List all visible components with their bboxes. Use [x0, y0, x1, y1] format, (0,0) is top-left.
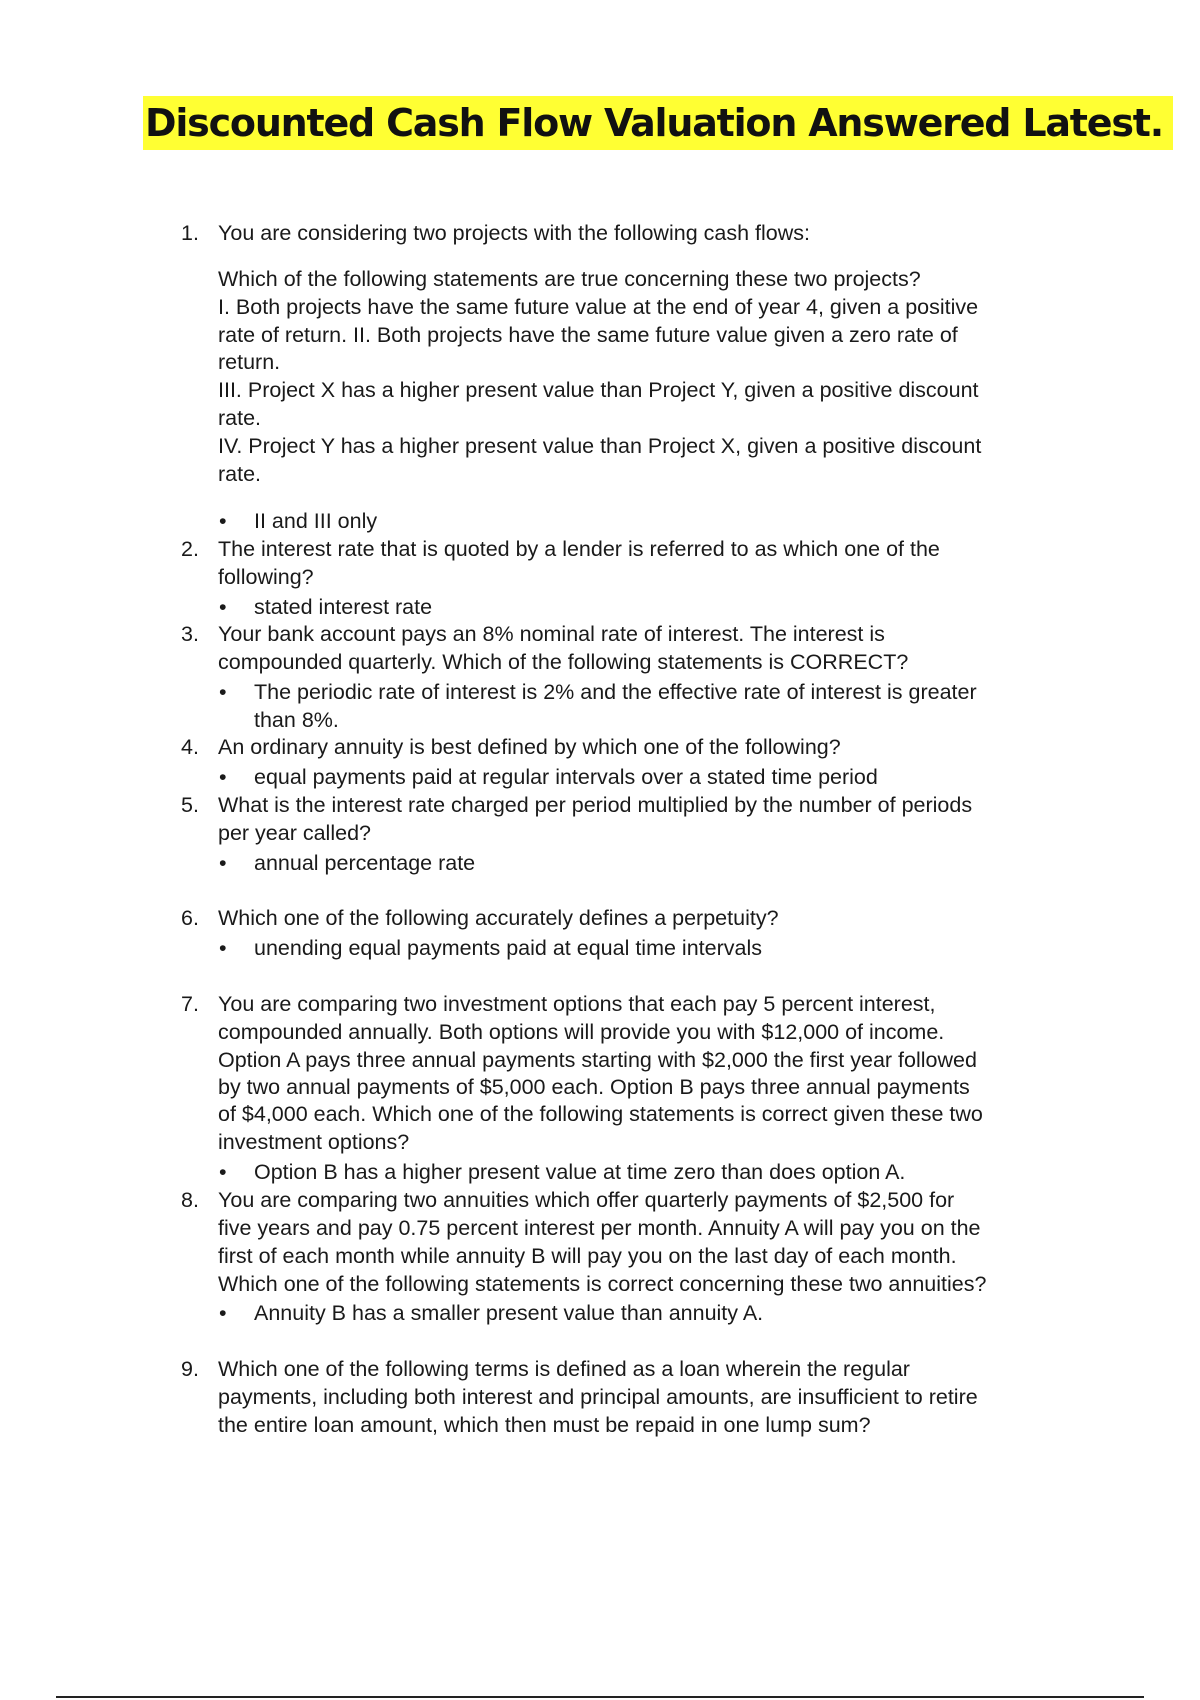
question-detail: rate.	[218, 406, 262, 430]
answer-bullet: •	[219, 936, 227, 960]
question-detail: Which of the following statements are true concerning these two projects?	[218, 267, 921, 291]
answer-text: annual percentage rate	[254, 851, 476, 875]
question-text: five years and pay 0.75 percent interest per month. Annuity A will pay you on the	[218, 1216, 981, 1240]
answer-bullet: •	[219, 680, 227, 704]
question-detail: IV. Project Y has a higher present value than Project X, given a positive discount	[218, 434, 982, 458]
answer-text: Annuity B has a smaller present value than annuity A.	[254, 1301, 764, 1325]
question-text: compounded annually. Both options will provide you with $12,000 of income.	[218, 1020, 945, 1044]
question-detail: I. Both projects have the same future value at the end of year 4, given a positive	[218, 295, 979, 319]
question-number: 8.	[181, 1188, 199, 1212]
question-text: Which one of the following accurately defines a perpetuity?	[218, 906, 779, 930]
question-detail: III. Project X has a higher present value than Project Y, given a positive discount	[218, 378, 979, 402]
question-text: Which one of the following terms is defined as a loan wherein the regular	[218, 1357, 910, 1381]
question-detail: rate.	[218, 462, 262, 486]
question-text: of $4,000 each. Which one of the following statements is correct given these two	[218, 1102, 983, 1126]
question-text: compounded quarterly. Which of the following statements is CORRECT?	[218, 650, 909, 674]
answer-text: equal payments paid at regular intervals over a stated time period	[254, 765, 878, 789]
question-number: 4.	[181, 735, 199, 759]
answer-bullet: •	[219, 1301, 227, 1325]
answer-bullet: •	[219, 509, 227, 533]
question-text: The interest rate that is quoted by a lender is referred to as which one of the	[218, 537, 940, 561]
question-number: 7.	[181, 992, 199, 1016]
answer-text: unending equal payments paid at equal time intervals	[254, 936, 762, 960]
question-text: payments, including both interest and principal amounts, are insufficient to retire	[218, 1385, 978, 1409]
question-number: 5.	[181, 793, 199, 817]
question-text: Option A pays three annual payments starting with $2,000 the first year followed	[218, 1048, 977, 1072]
footer-divider	[56, 1696, 1144, 1698]
question-text: You are considering two projects with the following cash flows:	[218, 221, 810, 245]
answer-bullet: •	[219, 1160, 227, 1184]
question-number: 6.	[181, 906, 199, 930]
question-number: 1.	[181, 221, 199, 245]
question-text: An ordinary annuity is best defined by which one of the following?	[218, 735, 841, 759]
question-text: the entire loan amount, which then must be repaid in one lump sum?	[218, 1413, 871, 1437]
question-text: Which one of the following statements is correct concerning these two annuities?	[218, 1272, 987, 1296]
question-text: Your bank account pays an 8% nominal rate of interest. The interest is	[218, 622, 885, 646]
answer-bullet: •	[219, 851, 227, 875]
answer-text: stated interest rate	[254, 595, 433, 619]
question-text: first of each month while annuity B will pay you on the last day of each month.	[218, 1244, 957, 1268]
question-text: What is the interest rate charged per period multiplied by the number of periods	[218, 793, 973, 817]
answer-text: than 8%.	[254, 708, 339, 732]
answer-text: Option B has a higher present value at time zero than does option A.	[254, 1160, 906, 1184]
question-text: per year called?	[218, 821, 371, 845]
answer-bullet: •	[219, 765, 227, 789]
question-detail: rate of return. II. Both projects have the same future value given a zero rate of	[218, 323, 958, 347]
question-number: 9.	[181, 1357, 199, 1381]
question-text: You are comparing two investment options that each pay 5 percent interest,	[218, 992, 936, 1016]
question-detail: return.	[218, 350, 281, 374]
answer-text: The periodic rate of interest is 2% and the effective rate of interest is greater	[254, 680, 977, 704]
answer-text: II and III only	[254, 509, 378, 533]
answer-bullet: •	[219, 595, 227, 619]
question-text: You are comparing two annuities which offer quarterly payments of $2,500 for	[218, 1188, 955, 1212]
page-title: Discounted Cash Flow Valuation Answered Latest.	[143, 96, 1173, 150]
question-text: investment options?	[218, 1130, 410, 1154]
question-number: 3.	[181, 622, 199, 646]
question-number: 2.	[181, 537, 199, 561]
question-text: by two annual payments of $5,000 each. Option B pays three annual payments	[218, 1075, 970, 1099]
question-text: following?	[218, 565, 314, 589]
